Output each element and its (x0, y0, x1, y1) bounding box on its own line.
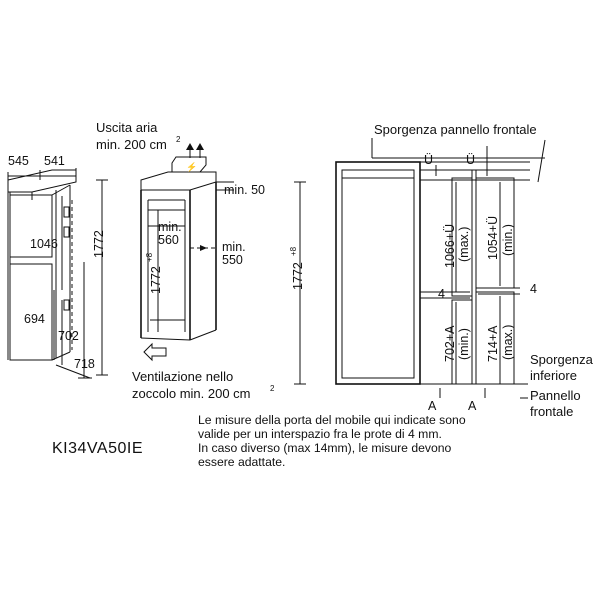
a-marker-2: A (468, 399, 477, 413)
u-marker-1: Ü (424, 153, 434, 167)
dim-1772-middle: 1772 (149, 266, 163, 294)
dim-1054: 1054+Ü (486, 215, 500, 260)
dim-1066-max: (max.) (457, 226, 471, 262)
note-line-2: valide per un interspazio fra le prote di 4 mm. (198, 427, 442, 441)
dim-694: 694 (24, 312, 45, 326)
dim-702: 702 (58, 329, 79, 343)
dim-714: 714+A (486, 325, 500, 362)
air-out-label-2: min. 200 cm (96, 137, 167, 152)
dim-718: 718 (74, 357, 95, 371)
u-marker-2: Ü (466, 153, 476, 167)
ventilation-sup: 2 (270, 384, 275, 393)
dim-1772-left: 1772 (92, 230, 106, 258)
ventilation-label-2: zoccolo min. 200 cm (132, 386, 251, 401)
a-marker-1: A (428, 399, 437, 413)
dim-702-min: (min.) (457, 328, 471, 360)
dim-min-560-a: min. (158, 220, 182, 234)
lower-label-2: inferiore (530, 368, 577, 383)
dim-min-550-a: min. (222, 240, 246, 254)
top-panel-label: Sporgenza pannello frontale (374, 122, 537, 137)
middle-niche-view (141, 143, 234, 360)
dim-714-max: (max.) (501, 324, 515, 360)
dim-545: 545 (8, 154, 29, 168)
dim-541: 541 (44, 154, 65, 168)
dim-1054-min: (min.) (501, 224, 515, 256)
gap-4-b: 4 (530, 282, 537, 296)
dimension-note (198, 413, 538, 469)
dim-1772-middle-sup: +8 (145, 252, 154, 262)
dim-1066: 1066+Ü (443, 223, 457, 268)
note-line-4: essere adattate. (198, 455, 286, 469)
dim-min-560-b: 560 (158, 233, 179, 247)
dim-min-50: min. 50 (224, 183, 265, 197)
panel-label-2: frontale (530, 404, 574, 419)
panel-label-1: Pannello (530, 388, 581, 403)
ventilation-label-1: Ventilazione nello (132, 369, 234, 384)
dim-702: 702+A (443, 325, 457, 362)
svg-text:⚡: ⚡ (186, 162, 198, 172)
air-out-sup: 2 (176, 135, 181, 144)
dim-1046: 1046 (30, 237, 58, 251)
left-appliance-view (8, 168, 108, 378)
gap-4-a: 4 (438, 287, 445, 301)
note-line-3: In caso diverso (max 14mm), le misure devono (198, 441, 452, 455)
air-out-label-1: Uscita aria (96, 120, 158, 135)
model-number: KI34VA50IE (52, 440, 143, 457)
lower-label-1: Sporgenza (530, 352, 593, 367)
dim-1772-right: 1772 (291, 262, 305, 290)
dim-min-550-b: 550 (222, 253, 243, 267)
dim-1772-right-sup: +8 (289, 246, 298, 256)
note-line-1: Le misure della porta del mobile qui indicate sono (198, 413, 466, 427)
